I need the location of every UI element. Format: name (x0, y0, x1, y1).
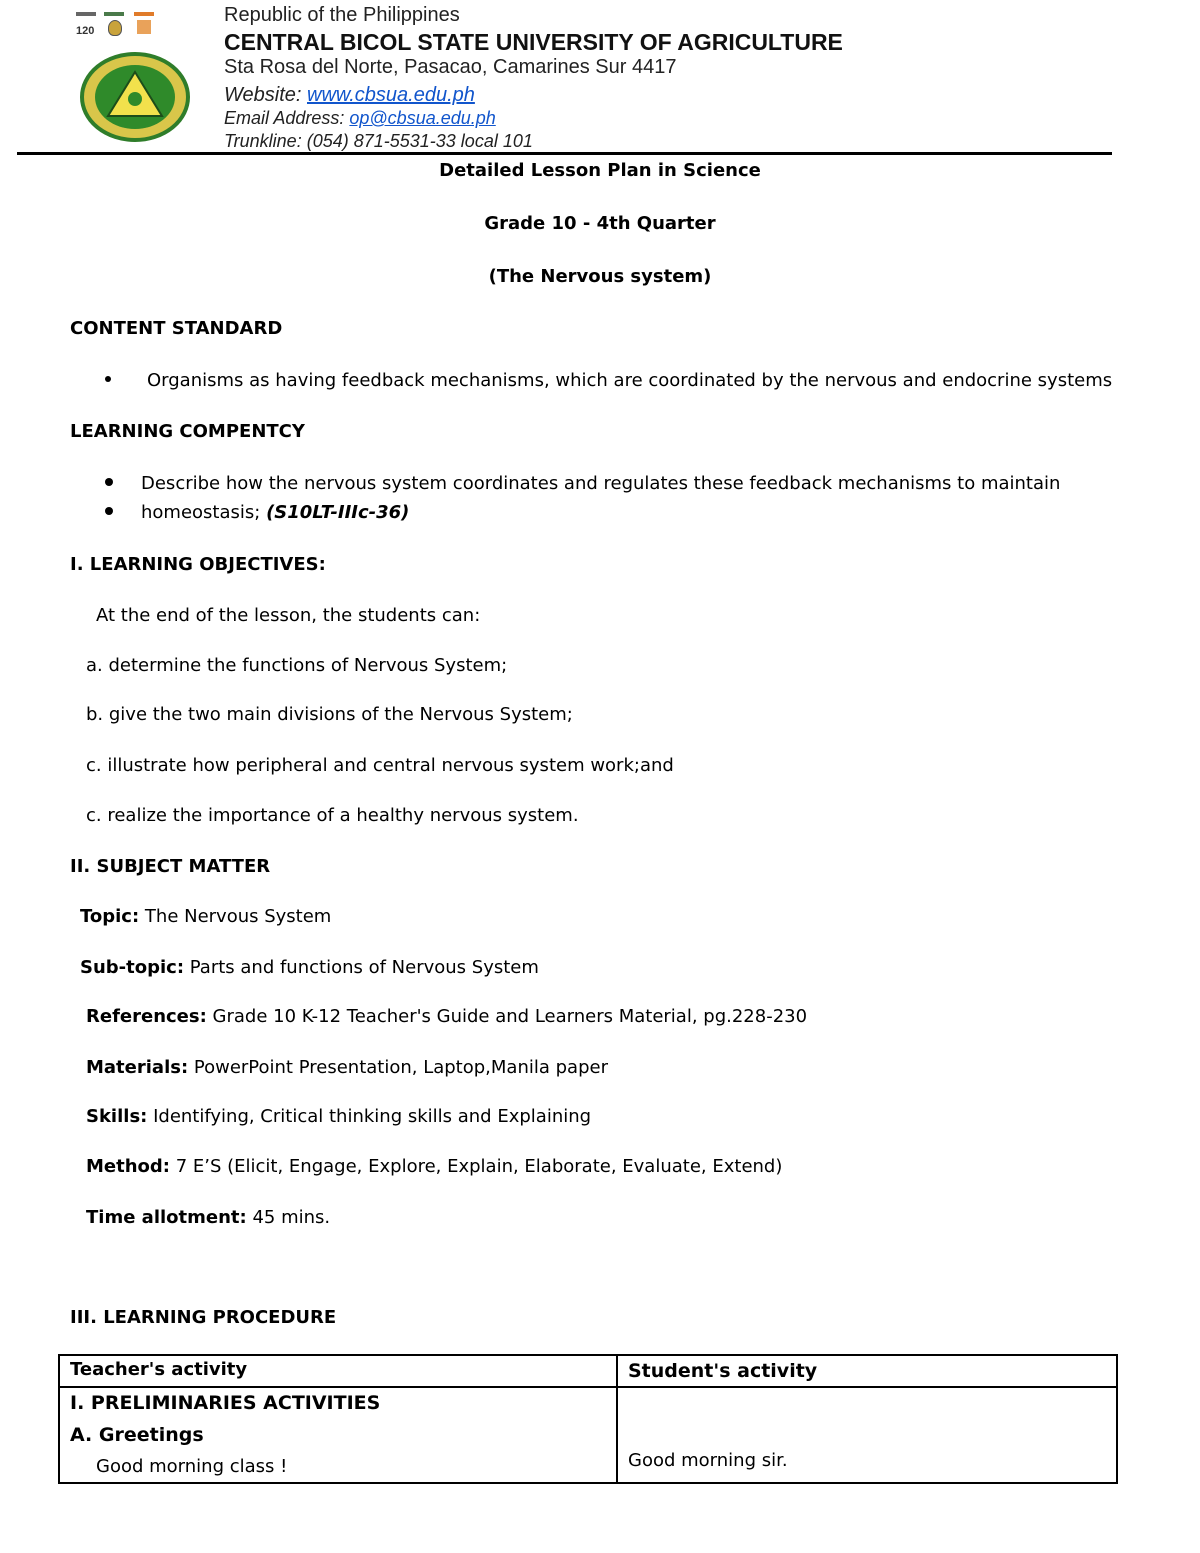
objectives-intro: At the end of the lesson, the students can: (96, 605, 481, 626)
row-value: Identifying, Critical thinking skills and Explaining (147, 1106, 592, 1127)
content-standard-heading: CONTENT STANDARD (70, 318, 283, 339)
trunkline-line: Trunkline: (054) 871-5531-33 local 101 (224, 131, 533, 151)
row-value: The Nervous System (139, 906, 332, 927)
website-label: Website: (224, 84, 307, 106)
student-column-header: Student's activity (617, 1355, 1117, 1387)
subject-matter-heading: II. SUBJECT MATTER (70, 856, 271, 877)
website-line (224, 84, 475, 107)
section-heading: I. PRELIMINARIES ACTIVITIES (70, 1392, 381, 1414)
table-row (59, 1387, 1117, 1483)
row-value: Grade 10 K-12 Teacher's Guide and Learners Material, pg.228-230 (206, 1006, 808, 1027)
competency-code: (S10LT-IIIc-36) (266, 502, 410, 523)
competency-item (141, 502, 409, 524)
row-value: Parts and functions of Nervous System (184, 957, 539, 978)
lesson-topic: (The Nervous system) (488, 266, 712, 287)
bullet-icon (105, 376, 111, 382)
content-standard-item: Organisms as having feedback mechanisms, which are coordinated by the nervous and endocrine systems (147, 370, 1113, 391)
email-label: Email Address: (224, 108, 350, 128)
certification-seal-icon (104, 12, 124, 40)
row-value: 7 E’S (Elicit, Engage, Explore, Explain, Elaborate, Evaluate, Extend) (170, 1156, 783, 1177)
university-address: Sta Rosa del Norte, Pasacao, Camarines Sur 4417 (224, 56, 677, 78)
email-line (224, 108, 496, 129)
row-label: References: (86, 1006, 207, 1027)
row-label: Method: (86, 1156, 170, 1177)
subject-row-references (86, 1006, 807, 1028)
procedure-table (58, 1354, 1118, 1484)
teacher-activity-cell (59, 1387, 617, 1483)
badge-logo (76, 12, 96, 40)
teacher-line: Good morning class ! (96, 1456, 288, 1477)
learning-competency-heading: LEARNING COMPENTCY (70, 421, 305, 442)
university-name: CENTRAL BICOL STATE UNIVERSITY OF AGRICULTURE (224, 29, 843, 55)
row-value: PowerPoint Presentation, Laptop,Manila paper (188, 1057, 608, 1078)
row-label: Topic: (80, 906, 140, 927)
row-value: 45 mins. (246, 1207, 331, 1228)
competency-item: Describe how the nervous system coordinates and regulates these feedback mechanisms to maintain (141, 473, 1061, 494)
row-label: Sub-topic: (80, 957, 185, 978)
grade-quarter: Grade 10 - 4th Quarter (484, 213, 716, 234)
learning-procedure-heading: III. LEARNING PROCEDURE (70, 1307, 337, 1328)
subsection-heading: A. Greetings (70, 1424, 204, 1446)
university-seal-logo (80, 52, 190, 146)
bullet-icon (105, 507, 113, 515)
lesson-plan-title: Detailed Lesson Plan in Science (439, 160, 761, 181)
subject-row-topic (80, 906, 331, 928)
teacher-column-header: Teacher's activity (59, 1355, 617, 1387)
accreditation-logos (74, 10, 158, 44)
subject-row-materials (86, 1057, 608, 1079)
badge-number: 120 (76, 25, 95, 37)
bullet-icon (105, 478, 113, 486)
email-link[interactable]: op@cbsua.edu.ph (349, 108, 496, 128)
subject-row-subtopic (80, 957, 539, 979)
student-activity-cell (617, 1387, 1117, 1483)
row-label: Time allotment: (86, 1207, 247, 1228)
objectives-heading: I. LEARNING OBJECTIVES: (70, 554, 326, 575)
quality-seal-icon (134, 12, 154, 40)
republic-line: Republic of the Philippines (224, 4, 460, 26)
subject-row-skills (86, 1106, 591, 1128)
row-label: Skills: (86, 1106, 148, 1127)
header-divider (17, 152, 1112, 155)
subject-row-method (86, 1156, 782, 1178)
objective-item: b. give the two main divisions of the Nervous System; (86, 704, 573, 725)
table-header-row (59, 1355, 1117, 1387)
subject-row-time (86, 1207, 330, 1229)
competency-text: homeostasis; (141, 502, 267, 523)
website-link[interactable]: www.cbsua.edu.ph (307, 84, 475, 106)
objective-item: c. realize the importance of a healthy nervous system. (86, 805, 579, 826)
student-line: Good morning sir. (628, 1449, 788, 1471)
objective-item: c. illustrate how peripheral and central nervous system work;and (86, 755, 674, 776)
objective-item: a. determine the functions of Nervous System; (86, 655, 508, 676)
row-label: Materials: (86, 1057, 189, 1078)
